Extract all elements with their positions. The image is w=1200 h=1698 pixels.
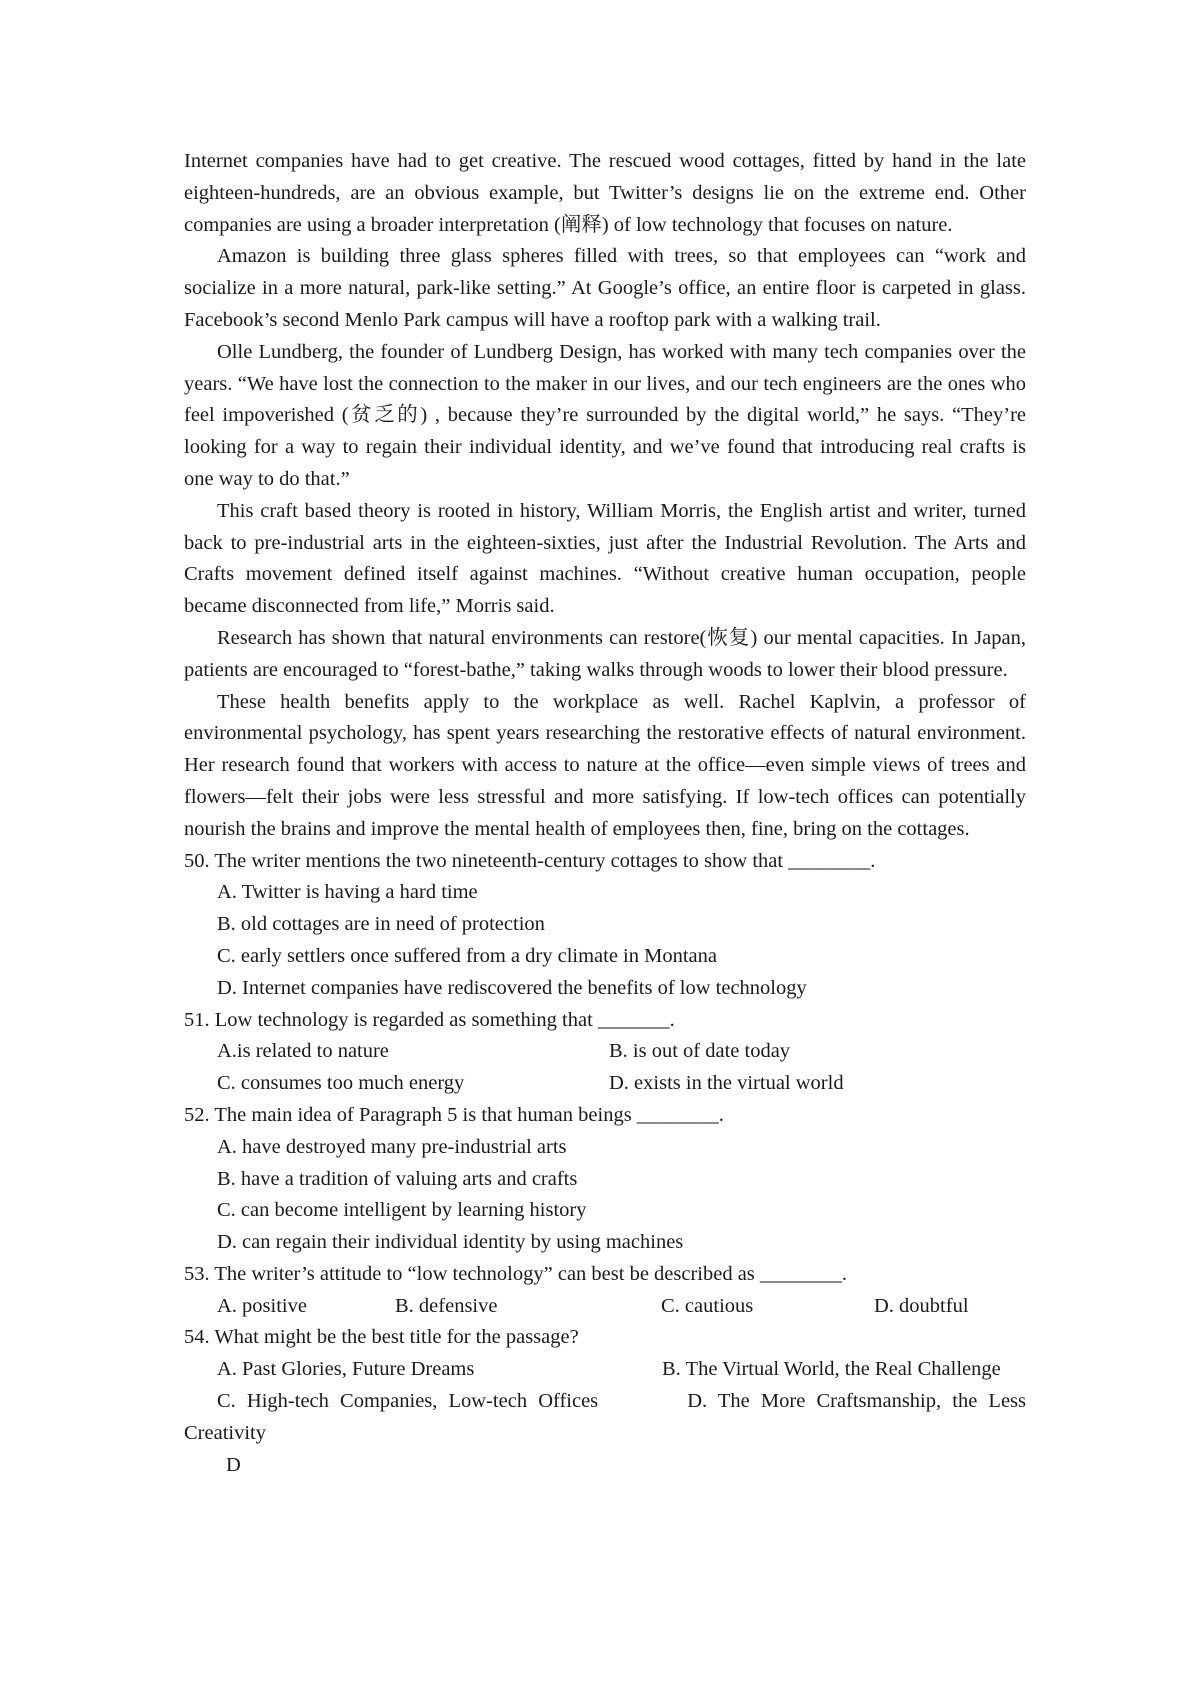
option-b: B. is out of date today [609, 1040, 791, 1063]
option-b: B. old cottages are in need of protection [217, 913, 545, 936]
option-d: D. doubtful [874, 1294, 969, 1317]
question-stem: 53. The writer’s attitude to “low technology” can best be described as ________. [184, 1262, 848, 1285]
option-b: B. have a tradition of valuing arts and crafts [217, 1167, 578, 1190]
document-page [184, 146, 1026, 1481]
options-row [184, 1291, 1026, 1323]
question-stem: 52. The main idea of Paragraph 5 is that human beings ________. [184, 1103, 724, 1126]
passage-paragraph-2: Amazon is building three glass spheres filled with trees, so that employees can “work and socialize in a more natural, park-like setting.” At Google’s office, an entire floor is carpeted in glass. Facebook’s second Menlo Park campus will have a rooftop park with a walking trail. [184, 245, 1026, 331]
option-c: C. can become intelligent by learning history [217, 1199, 587, 1222]
option-a: A. have destroyed many pre-industrial arts [217, 1135, 567, 1158]
option-a: A. Past Glories, Future Dreams [217, 1358, 475, 1381]
option-c: C. consumes too much energy [217, 1072, 465, 1095]
question-stem: 51. Low technology is regarded as something that _______. [184, 1008, 675, 1031]
option-b: B. The Virtual World, the Real Challenge [662, 1358, 1001, 1381]
option-d-continuation: Creativity [184, 1421, 266, 1444]
option-c: C. High-tech Companies, Low-tech Offices [217, 1390, 599, 1413]
question-52 [184, 1100, 1026, 1259]
option-d: D. can regain their individual identity by using machines [217, 1231, 684, 1254]
passage-paragraph-6: These health benefits apply to the workplace as well. Rachel Kaplvin, a professor of environmental psychology, has spent years researching the restorative effects of natural environment. Her research found that workers with access to nature at the office—even simple views of trees and flowers—felt their jobs were less stressful and more satisfying. If low-tech offices can potentially nourish the brains and improve the mental health of employees then, fine, bring on the cottages. [184, 690, 1026, 840]
option-b: B. defensive [395, 1294, 498, 1317]
option-c: C. cautious [661, 1294, 754, 1317]
option-d: D. Internet companies have rediscovered the benefits of low technology [217, 976, 807, 999]
option-a: A. Twitter is having a hard time [217, 881, 478, 904]
option-a: A.is related to nature [217, 1040, 389, 1063]
question-53 [184, 1259, 1026, 1323]
passage-paragraph-1: Internet companies have had to get creative. The rescued wood cottages, fitted by hand in the late eighteen-hundreds, are an obvious example, but Twitter’s designs lie on the extreme end. Other companies are using a broader interpretation (阐释) of low technology that focuses on nature. [184, 150, 1026, 236]
options-row-2 [184, 1068, 1026, 1100]
question-54 [184, 1322, 1026, 1449]
option-d: D. The More Craftsmanship, the Less [687, 1390, 1027, 1413]
question-50 [184, 846, 1026, 1005]
options-row-2 [184, 1386, 1026, 1418]
option-a: A. positive [217, 1294, 307, 1317]
question-stem: 50. The writer mentions the two nineteenth-century cottages to show that ________. [184, 849, 876, 872]
passage-paragraph-5: Research has shown that natural environments can restore(恢复) our mental capacities. In Japan, patients are encouraged to “forest-bathe,” taking walks through woods to lower their blood pressure. [184, 626, 1026, 681]
options-row-1 [184, 1354, 1026, 1386]
question-51 [184, 1005, 1026, 1100]
option-d: D. exists in the virtual world [609, 1072, 844, 1095]
passage-paragraph-4: This craft based theory is rooted in history, William Morris, the English artist and writer, turned back to pre-industrial arts in the eighteen-sixties, just after the Industrial Revolution. The Arts and Crafts movement defined itself against machines. “Without creative human occupation, people became disconnected from life,” Morris said. [184, 499, 1026, 618]
passage-paragraph-3: Olle Lundberg, the founder of Lundberg Design, has worked with many tech companies over the years. “We have lost the connection to the maker in our lives, and our tech engineers are the ones who feel impoverished (贫乏的) , because they’re surrounded by the digital world,” he says. “They’re looking for a way to regain their individual identity, and we’ve found that introducing real crafts is one way to do that.” [184, 340, 1026, 490]
answer-key: D [226, 1453, 241, 1476]
question-stem: 54. What might be the best title for the passage? [184, 1326, 579, 1349]
option-c: C. early settlers once suffered from a dry climate in Montana [217, 944, 717, 967]
options-row-1 [184, 1036, 1026, 1068]
